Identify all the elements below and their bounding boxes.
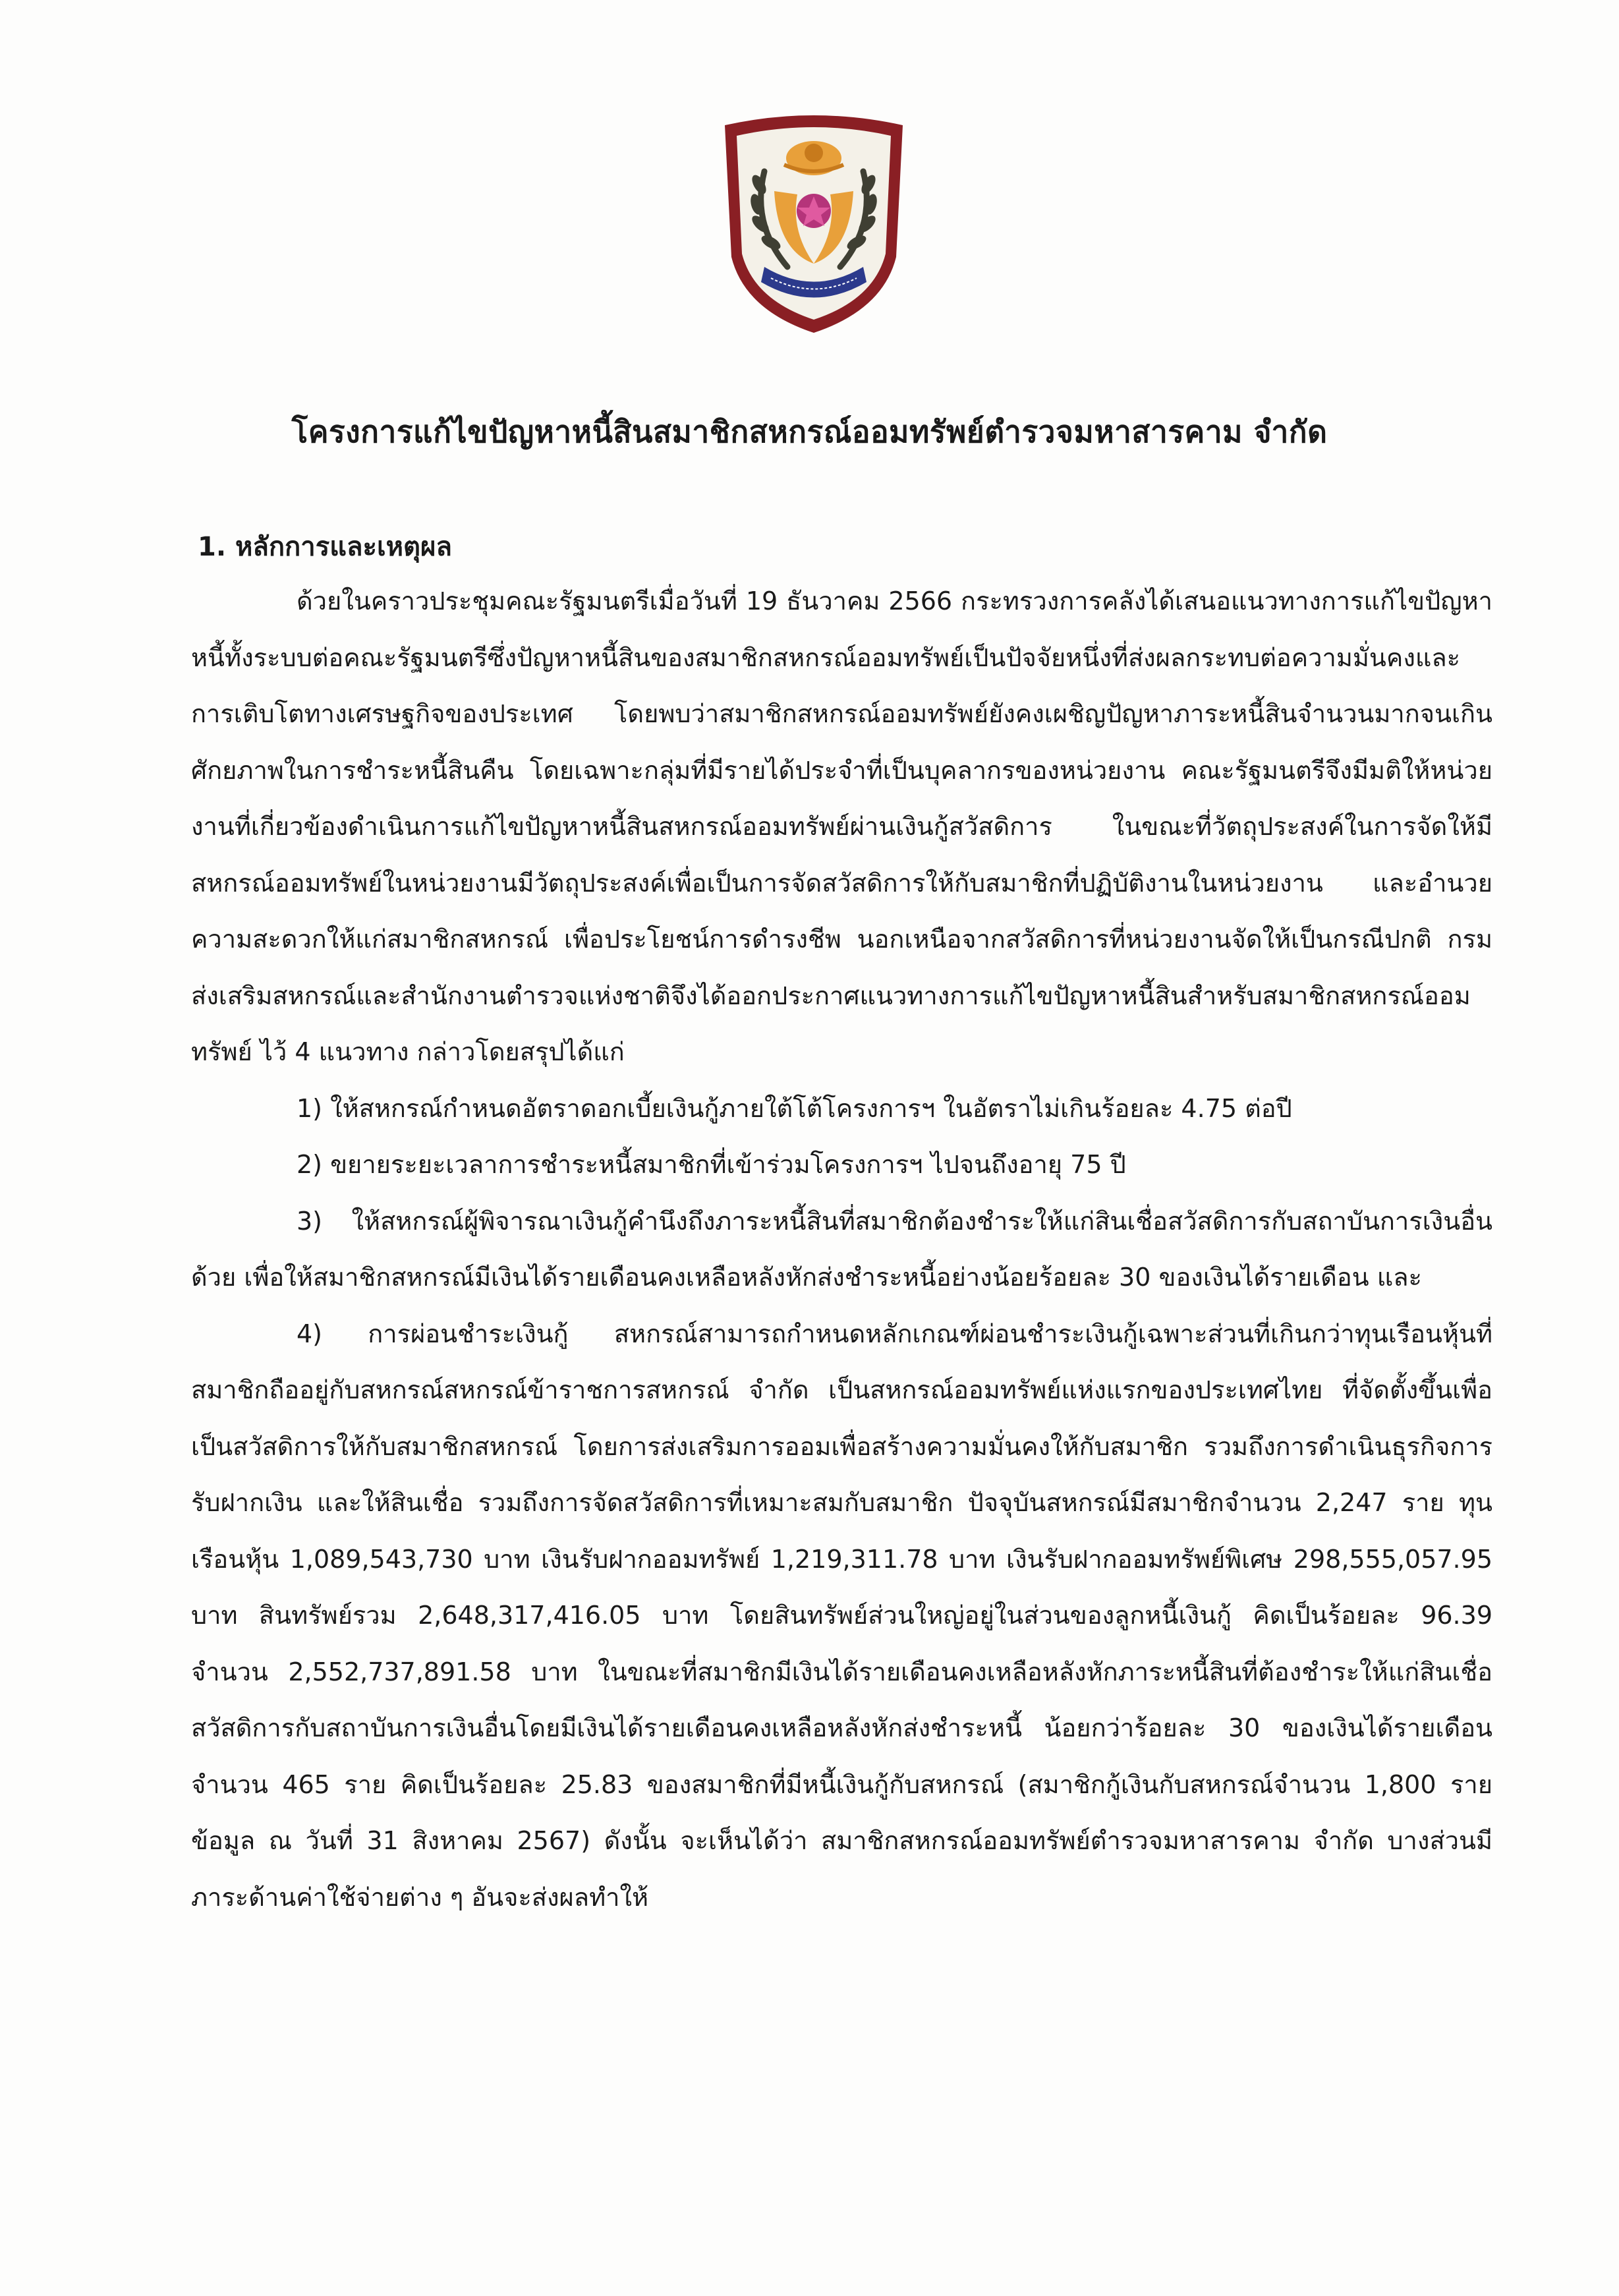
list-item: 4) การผ่อนชำระเงินกู้ สหกรณ์สามารถกำหนดหลักเกณฑ์ผ่อนชำระเงินกู้เฉพาะส่วนที่เกินกว่าทุนเรือนหุ้นที่สมาชิกถืออยู่กับสหกรณ์สหกรณ์ข้าราชการสหกรณ์ จำกัด เป็นสหกรณ์ออมทรัพย์แห่งแรกของประเทศไทย ที่จัดตั้งขึ้นเพื่อเป็นสวัสดิการให้กับสมาชิกสหกรณ์ โดยการส่งเสริมการออมเพื่อสร้างความมั่นคงให้กับสมาชิก รวมถึงการดำเนินธุรกิจการรับฝากเงิน และให้สินเชื่อ รวมถึงการจัดสวัสดิการที่เหมาะสมกับสมาชิก ปัจจุบันสหกรณ์มีสมาชิกจำนวน 2,247 ราย ทุนเรือนหุ้น 1,089,543,730 บาท เงินรับฝากออมทรัพย์ 1,219,311.78 บาท เงินรับฝากออมทรัพย์พิเศษ 298,555,057.95 บาท สินทรัพย์รวม 2,648,317,416.05 บาท โดยสินทรัพย์ส่วนใหญ่อยู่ในส่วนของลูกหนี้เงินกู้ คิดเป็นร้อยละ 96.39 จำนวน 2,552,737,891.58 บาท ในขณะที่สมาชิกมีเงินได้รายเดือนคงเหลือหลังหักภาระหนี้สินที่ต้องชำระให้แก่สินเชื่อสวัสดิการกับสถาบันการเงินอื่นโดยมีเงินได้รายเดือนคงเหลือหลังหักส่งชำระหนี้ น้อยกว่าร้อยละ 30 ของเงินได้รายเดือน จำนวน 465 ราย คิดเป็นร้อยละ 25.83 ของสมาชิกที่มีหนี้เงินกู้กับสหกรณ์ (สมาชิกกู้เงินกับสหกรณ์จำนวน 1,800 ราย ข้อมูล ณ วันที่ 31 สิงหาคม 2567) ดังนั้น จะเห็นได้ว่า สมาชิกสหกรณ์ออมทรัพย์ตำรวจมหาสารคาม จำกัด บางส่วนมีภาระด้านค่าใช้จ่ายต่าง ๆ อันจะส่งผลทำให้ (191, 1319, 1492, 1912)
list-item: 3) ให้สหกรณ์ผู้พิจารณาเงินกู้คำนึงถึงภาระหนี้สินที่สมาชิกต้องชำระให้แก่สินเชื่อสวัสดิการกับสถาบันการเงินอื่นด้วย เพื่อให้สมาชิกสหกรณ์มีเงินได้รายเดือนคงเหลือหลังหักส่งชำระหนี้อย่างน้อยร้อยละ 30 ของเงินได้รายเดือน และ (191, 1206, 1492, 1292)
section-heading: 1. หลักการและเหตุผล (198, 532, 452, 562)
section-body (191, 573, 1492, 1926)
list-item: 2) ขยายระยะเวลาการชำระหนี้สมาชิกที่เข้าร่วมโครงการฯ ไปจนถึงอายุ 75 ปี (297, 1150, 1126, 1179)
intro-paragraph: ด้วยในคราวประชุมคณะรัฐมนตรีเมื่อวันที่ 19 ธันวาคม 2566 กระทรวงการคลังได้เสนอแนวทางการแก้ไขปัญหาหนี้ทั้งระบบต่อคณะรัฐมนตรีซึ่งปัญหาหนี้สินของสมาชิกสหกรณ์ออมทรัพย์เป็นปัจจัยหนึ่งที่ส่งผลกระทบต่อความมั่นคงและการเติบโตทางเศรษฐกิจของประเทศ โดยพบว่าสมาชิกสหกรณ์ออมทรัพย์ยังคงเผชิญปัญหาภาระหนี้สินจำนวนมากจนเกินศักยภาพในการชำระหนี้สินคืน โดยเฉพาะกลุ่มที่มีรายได้ประจำที่เป็นบุคลากรของหน่วยงาน คณะรัฐมนตรีจึงมีมติให้หน่วยงานที่เกี่ยวข้องดำเนินการแก้ไขปัญหาหนี้สินสหกรณ์ออมทรัพย์ผ่านเงินกู้สวัสดิการ ในขณะที่วัตถุประสงค์ในการจัดให้มีสหกรณ์ออมทรัพย์ในหน่วยงานมีวัตถุประสงค์เพื่อเป็นการจัดสวัสดิการให้กับสมาชิกที่ปฏิบัติงานในหน่วยงาน และอำนวยความสะดวกให้แก่สมาชิกสหกรณ์ เพื่อประโยชน์การดำรงชีพ นอกเหนือจากสวัสดิการที่หน่วยงานจัดให้เป็นกรณีปกติ กรมส่งเสริมสหกรณ์และสำนักงานตำรวจแห่งชาติจึงได้ออกประกาศแนวทางการแก้ไขปัญหาหนี้สินสำหรับสมาชิกสหกรณ์ออมทรัพย์ ไว้ 4 แนวทาง กล่าวโดยสรุปได้แก่ (191, 587, 1492, 1066)
list-item: 1) ให้สหกรณ์กำหนดอัตราดอกเบี้ยเงินกู้ภายใต้โต้โครงการฯ ในอัตราไม่เกินร้อยละ 4.75 ต่อปี (297, 1093, 1292, 1123)
coop-emblem-logo (718, 112, 909, 336)
star-icon (797, 194, 831, 228)
document-title: โครงการแก้ไขปัญหาหนี้สินสมาชิกสหกรณ์ออมทรัพย์ตำรวจมหาสารคาม จำกัด (291, 414, 1328, 449)
